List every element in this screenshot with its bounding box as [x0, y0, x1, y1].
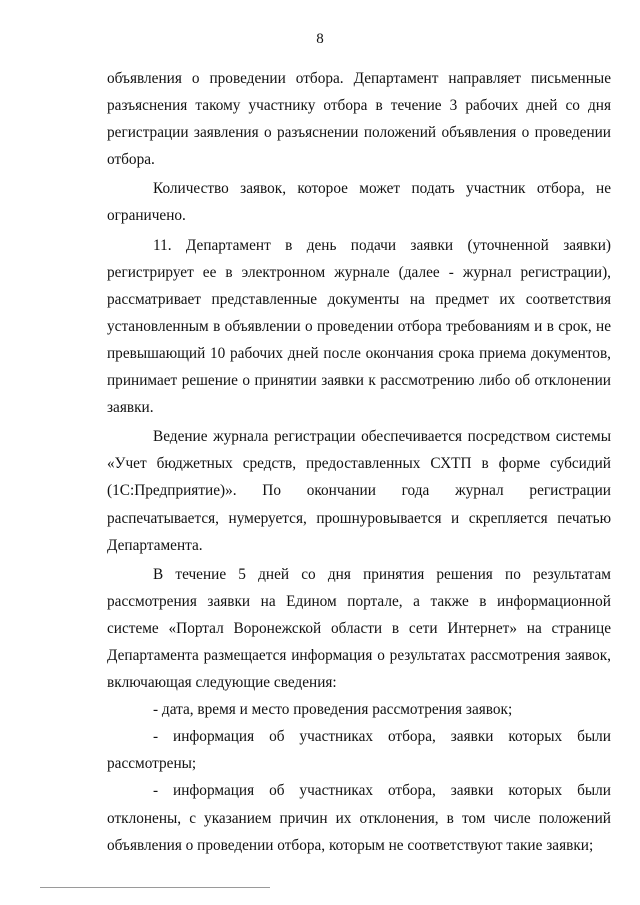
paragraph-registration-journal: Ведение журнала регистрации обеспечивается посредством системы «Учет бюджетных средств, предоставленных СХТП в форме субсидий (1С:Предприятие)». По окончании года журнал регистрации распечатывается, нумеруется, прошнуровывается и скрепляется печатью Департамента. — [107, 428, 611, 554]
list-item-rejected-participants: - информация об участниках отбора, заявки которых были отклонены, с указанием причин их отклонения, в том числе положений объявления о проведении отбора, которым не соответствуют такие заявки; — [107, 782, 611, 854]
list-item-date-time-place: - дата, время и место проведения рассмотрения заявок; — [153, 701, 513, 719]
list-item-reviewed-participants: - информация об участниках отбора, заявки которых были рассмотрены; — [107, 728, 611, 773]
document-body — [107, 65, 611, 859]
paragraph-clause-11: 11. Департамент в день подачи заявки (уточненной заявки) регистрирует ее в электронном журнале (далее - журнал регистрации), рассматривает представленные документы на предмет их соответствия установленным в объявлении о проведении отбора требованиям и в срок, не превышающий 10 рабочих дней после окончания срока приема документов, принимает решение о принятии заявки к рассмотрению либо об отклонении заявки. — [107, 236, 611, 417]
footer-divider — [40, 887, 270, 888]
paragraph-application-count: Количество заявок, которое может подать участник отбора, не ограничено. — [107, 180, 611, 225]
paragraph-publication: В течение 5 дней со дня принятия решения по результатам рассмотрения заявки на Едином портале, а также в информационной системе «Портал Воронежской области в сети Интернет» на странице Департамента размещается информация о результатах рассмотрения заявок, включающая следующие сведения: — [107, 565, 611, 692]
paragraph-continuation: объявления о проведении отбора. Департамент направляет письменные разъяснения такому участнику отбора в течение 3 рабочих дней со дня регистрации заявления о разъяснении положений объявления о проведении отбора. — [107, 70, 611, 169]
page-number: 8 — [316, 31, 324, 47]
